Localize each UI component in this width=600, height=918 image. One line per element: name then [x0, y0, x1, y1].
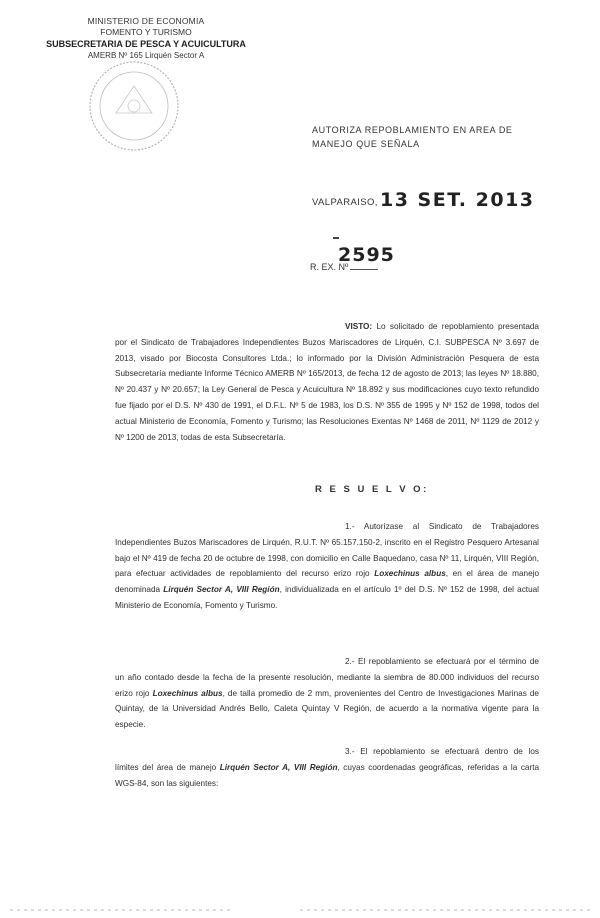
article-3-text-a: 3.- El repoblamiento se efectuará dentro de los límites del área de manejo	[115, 747, 539, 772]
visto-paragraph	[115, 319, 539, 445]
article-1-area: Lirquén Sector A, VIII Región	[163, 585, 280, 595]
article-1	[115, 519, 539, 614]
article-1-text-c: , individualizada en el artículo 1º del D.S. Nº 152 de 1998, del actual Ministerio de Economía, Fomento y Turismo.	[115, 585, 540, 610]
official-seal-stamp	[86, 58, 182, 154]
ministry-line: MINISTERIO DE ECONOMIA	[87, 16, 205, 26]
resolution-number: 2595	[338, 244, 395, 266]
visto-text: Lo solicitado de repoblamiento presentada por el Sindicato de Trabajadores Independientes Buzos Mariscadores de Lirquén, C.I. SUBPESCA Nº 3.697 de 2013, visado por Biocosta Consultores Ltda.; lo informado por la División Administración Pesquera de esta Subsecretaría mediante Informe Técnico AMERB Nº 165/2013, de fecha 12 de agosto de 2013; las leyes Nº 18.880, Nº 20.437 y Nº 20.657; la Ley General de Pesca y Acuicultura Nº 18.892 y sus modificaciones cuyo texto refundido fue fijado por el D.S. Nº 430 de 1991, el D.F.L. Nº 5 de 1983, los D.S. Nº 355 de 1995 y Nº 152 de 1998, todos del actual Ministerio de Economía, Fomento y Turismo; las Resoluciones Exentas Nº 1468 de 2011, Nº 1129 de 2012 y Nº 1200 de 2013, todas de esta Subsecretaría.	[115, 322, 539, 442]
place-label: VALPARAISO,	[312, 197, 378, 208]
footer-scan-marks	[0, 904, 600, 916]
article-2-species: Loxechinus albus	[152, 688, 223, 698]
document-title: AUTORIZA REPOBLAMIENTO EN AREA DE MANEJO QUE SEÑALA	[312, 125, 513, 149]
article-1-species: Loxechinus albus	[374, 569, 446, 579]
number-underline	[350, 269, 378, 270]
ministry-line-2: FOMENTO Y TURISMO	[100, 27, 192, 37]
article-1-text-a: 1.- Autorízase al Sindicato de Trabajadores Independientes Buzos Mariscadores de Lirquén, R.U.T. Nº 65.157.150-2, inscrito en el Registro Pesquero Artesanal bajo el Nº 419 de fecha 20 de octubre de 1998, con domicilio en Calle Baquedano, casa Nº 11, Lirquén, VIII Región, para efectuar actividades de repoblamiento del recurso erizo rojo	[115, 522, 539, 579]
letterhead	[46, 16, 246, 61]
article-3-text-b: , cuyas coordenadas geográficas, referidas a la carta WGS-84, son las siguientes:	[115, 762, 540, 788]
article-3	[115, 744, 539, 791]
resolution-label-text: R. EX. Nº	[310, 262, 349, 272]
number-mark	[333, 237, 339, 239]
subsecretaria-line: SUBSECRETARIA DE PESCA Y ACUICULTURA	[46, 39, 246, 49]
amerb-line: AMERB Nº 165 Lirquén Sector A	[87, 51, 205, 60]
article-2-text-b: , de talla promedio de 2 mm, provenientes del Centro de Investigaciones Marinas de Quintay, de la Universidad Andrés Bello, Caleta Quintay V Región, de acuerdo a la normativa vigente para la especie.	[115, 688, 539, 730]
article-2-text-a: 2.- El repoblamiento se efectuará por el término de un año contado desde la fecha de la presente resolución, mediante la siembra de 80.000 individuos del recurso erizo rojo	[115, 657, 539, 698]
resuelvo-heading: R E S U E L V O:	[315, 484, 429, 495]
resolution-label	[310, 262, 378, 272]
article-3-area: Lirquén Sector A, VIII Región	[219, 762, 338, 772]
article-2	[115, 654, 539, 733]
visto-label: VISTO:	[345, 322, 373, 331]
article-1-text-b: , en el área de manejo denominada	[115, 569, 539, 595]
date-stamp: 13 SET. 2013	[380, 189, 535, 211]
